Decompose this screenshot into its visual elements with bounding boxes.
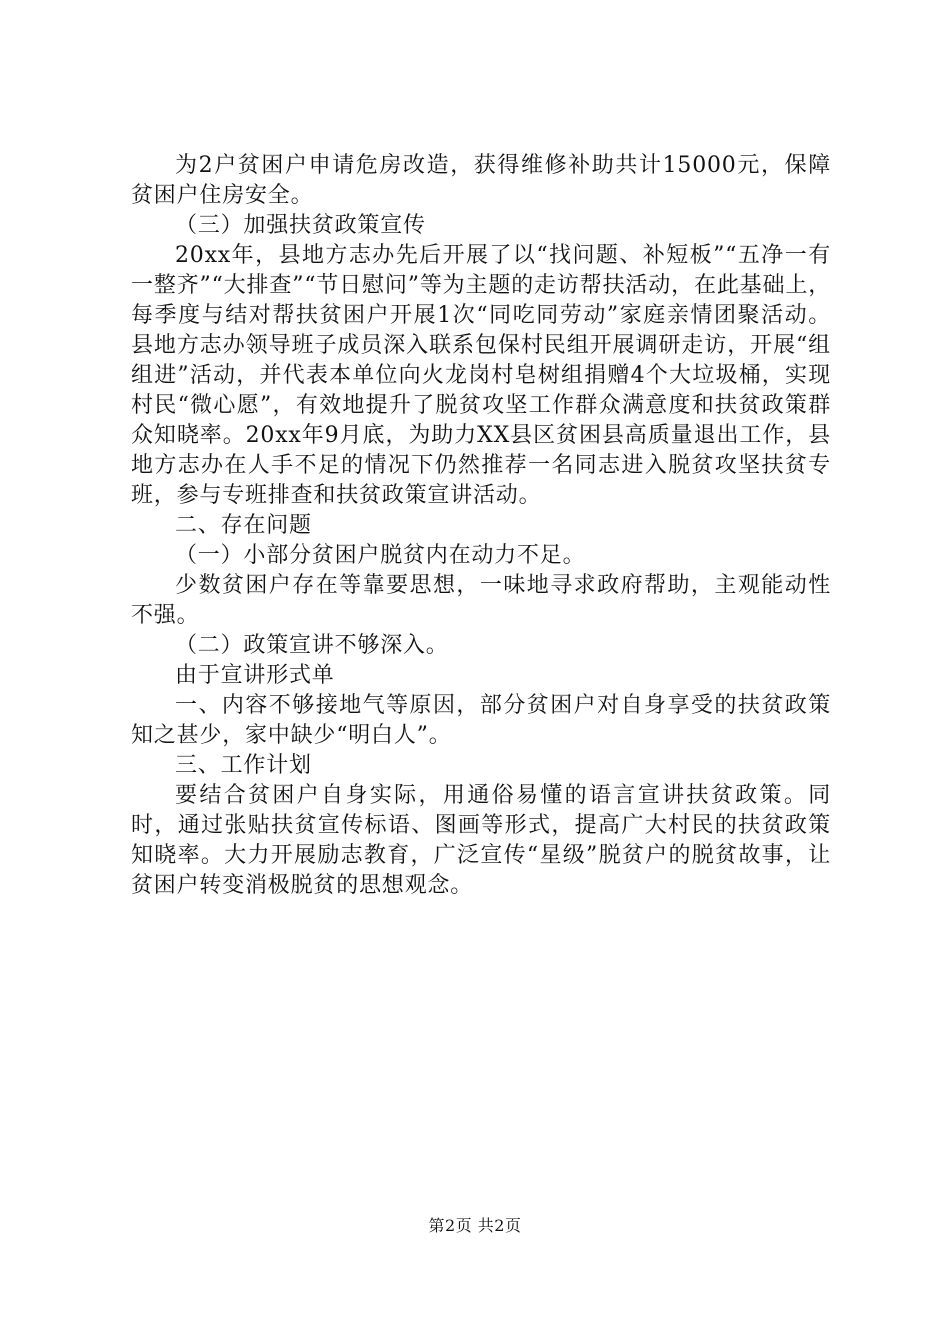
paragraph-housing-subsidy: 为2户贫困户申请危房改造，获得维修补助共计15000元，保障贫困户住房安全。 bbox=[131, 153, 831, 208]
paragraph-motivation: 少数贫困户存在等靠要思想，一味地寻求政府帮助，主观能动性不强。 bbox=[131, 573, 831, 628]
section-heading-work-plan: 三、工作计划 bbox=[175, 753, 312, 778]
subheading-policy-outreach: （二）政策宣讲不够深入。 bbox=[175, 633, 449, 658]
page-footer: 第2页 共2页 bbox=[428, 1216, 522, 1235]
paragraph-outreach-intro: 由于宣讲形式单 bbox=[175, 663, 335, 688]
document-body bbox=[131, 151, 831, 901]
section-heading-policy-publicity: （三）加强扶贫政策宣传 bbox=[175, 213, 426, 238]
paragraph-outreach-detail: 一、内容不够接地气等原因，部分贫困户对自身享受的扶贫政策知之甚少，家中缺少“明白人”。 bbox=[131, 693, 831, 748]
subheading-motivation: （一）小部分贫困户脱贫内在动力不足。 bbox=[175, 543, 586, 568]
section-heading-problems: 二、存在问题 bbox=[175, 513, 312, 538]
paragraph-activities: 20xx年，县地方志办先后开展了以“找问题、补短板”“五净一有一整齐”“大排查”“节日慰问”等为主题的走访帮扶活动，在此基础上，每季度与结对帮扶贫困户开展1次“同吃同劳动”家庭亲情团聚活动。县地方志办领导班子成员深入联系包保村民组开展调研走访，开展“组组进”活动，并代表本单位向火龙岗村皂树组捐赠4个大垃圾桶，实现村民“微心愿”，有效地提升了脱贫攻坚工作群众满意度和扶贫政策群众知晓率。20xx年9月底，为助力XX县区贫困县高质量退出工作，县地方志办在人手不足的情况下仍然推荐一名同志进入脱贫攻坚扶贫专班，参与专班排查和扶贫政策宣讲活动。 bbox=[131, 243, 831, 508]
paragraph-work-plan: 要结合贫困户自身实际，用通俗易懂的语言宣讲扶贫政策。同时，通过张贴扶贫宣传标语、图画等形式，提高广大村民的扶贫政策知晓率。大力开展励志教育，广泛宣传“星级”脱贫户的脱贫故事，让贫困户转变消极脱贫的思想观念。 bbox=[131, 783, 831, 898]
